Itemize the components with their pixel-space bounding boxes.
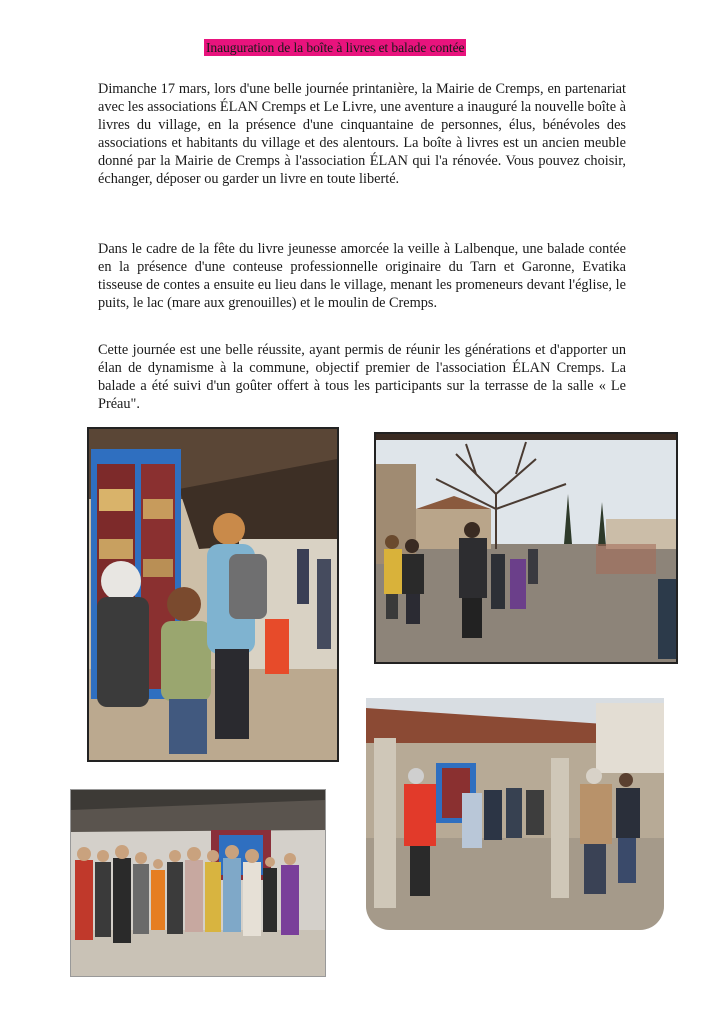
page-title: Inauguration de la boîte à livres et balade contée — [206, 40, 465, 55]
photo-village-square — [374, 432, 678, 664]
photo-book-box-visitors — [87, 427, 339, 762]
paragraph-balade: Dans le cadre de la fête du livre jeunesse amorcée la veille à Lalbenque, une balade contée en la présence d'une conteuse professionnelle originaire du Tarn et Garonne, Evatika tisseuse de contes a ensuite eu lieu dans le village, menant les promeneurs devant l'église, le puits, le lac (mare aux grenouilles) et le moulin de Cremps. — [98, 241, 626, 312]
paragraph-inauguration: Dimanche 17 mars, lors d'une belle journée printanière, la Mairie de Cremps, en partenariat avec les associations ÉLAN Cremps et Le Livre, une aventure a inauguré la nouvelle boîte à livres du village, en la présence d'une cinquantaine de personnes, élus, bénévoles des associations et habitants du village et des alentours. La boîte à livres est un ancien meuble donné par la Mairie de Cremps à l'association ÉLAN qui l'a rénovée. Vous pouvez choisir, échanger, déposer ou garder un livre en toute liberté. — [98, 81, 626, 188]
photo-group — [70, 789, 326, 977]
photo-preau-visitors — [366, 698, 664, 930]
paragraph-conclusion: Cette journée est une belle réussite, ayant permis de réunir les générations et d'apporter un élan de dynamisme à la commune, objectif premier de l'association ÉLAN Cremps. La balade a été suivi d'un goûter offert à tous les participants sur la terrasse de la salle « Le Préau". — [98, 342, 626, 413]
